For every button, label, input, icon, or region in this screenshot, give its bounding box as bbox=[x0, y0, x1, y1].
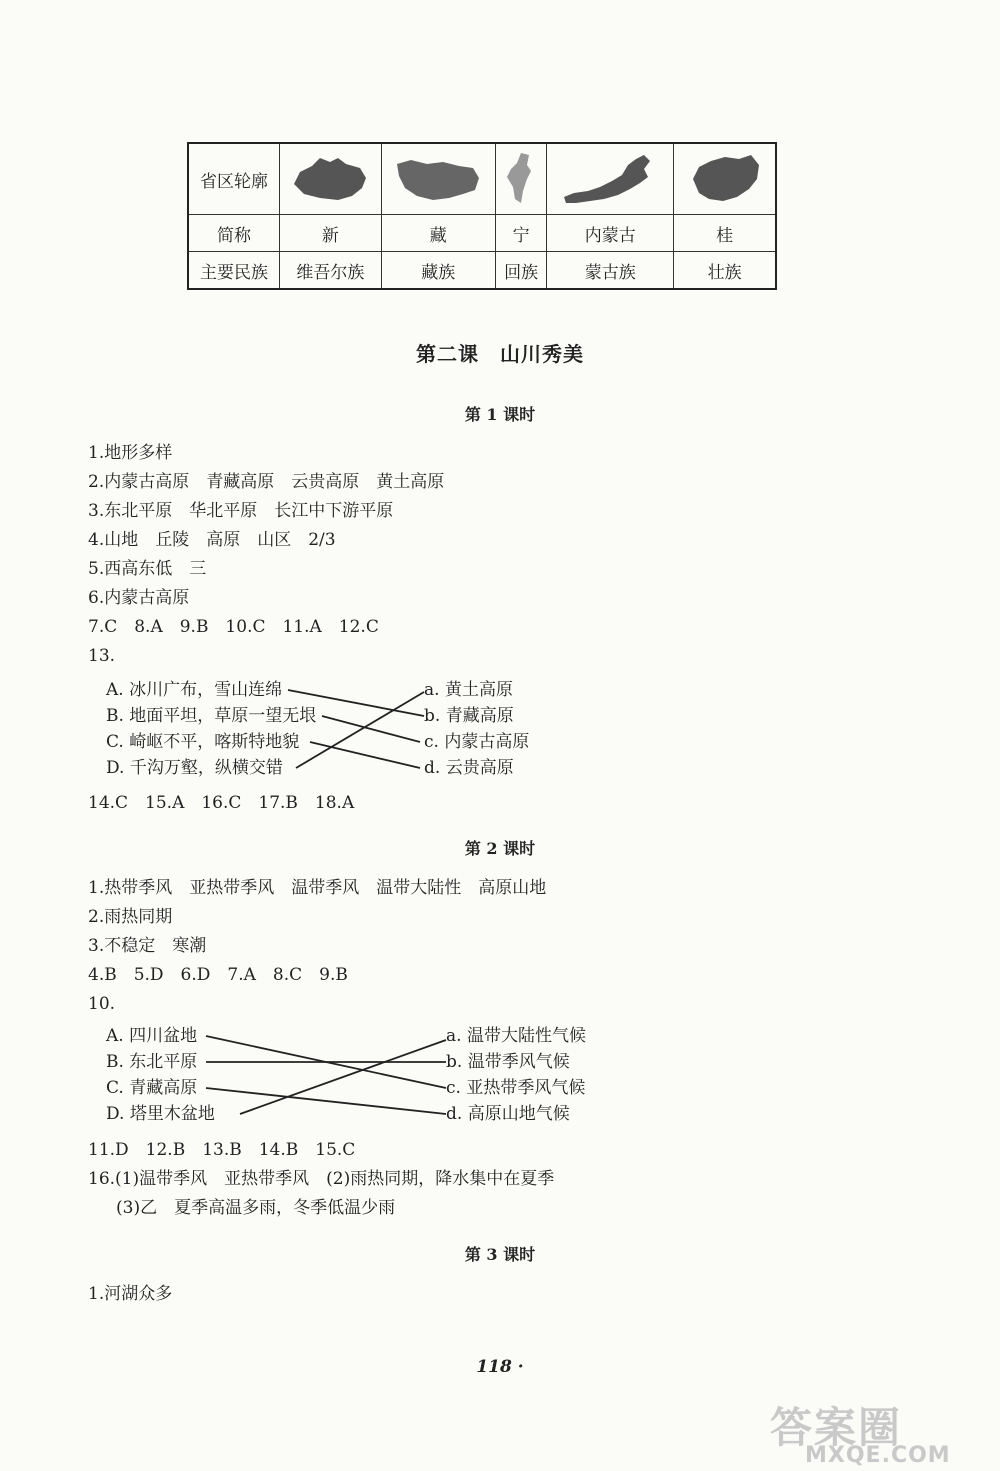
answer-line: 4.山地 丘陵 高原 山区 2/3 bbox=[88, 530, 336, 550]
watermark bbox=[760, 1395, 990, 1471]
answer-line: 1.河湖众多 bbox=[88, 1284, 173, 1304]
match-line bbox=[322, 716, 420, 742]
header-abbr: 简称 bbox=[188, 215, 280, 252]
header-outline: 省区轮廓 bbox=[188, 143, 280, 215]
match-left-item: B. 地面平坦，草原一望无垠 bbox=[106, 706, 317, 726]
answer-line: 16.(1)温带季风 亚热带季风 (2)雨热同期，降水集中在夏季 bbox=[88, 1169, 555, 1189]
answer-line: 4.B 5.D 6.D 7.A 8.C 9.B bbox=[88, 965, 348, 985]
match-left-item: C. 崎岖不平，喀斯特地貌 bbox=[106, 732, 300, 752]
answer-line: 3.东北平原 华北平原 长江中下游平原 bbox=[88, 501, 394, 521]
match-right-item: b. 青藏高原 bbox=[424, 706, 514, 726]
match-left-item: A. 四川盆地 bbox=[106, 1026, 198, 1046]
answer-line: 1.热带季风 亚热带季风 温带季风 温带大陆性 高原山地 bbox=[88, 878, 547, 898]
answer-line: 11.D 12.B 13.B 14.B 15.C bbox=[88, 1140, 356, 1160]
match-line bbox=[288, 690, 424, 716]
abbr-cell: 宁 bbox=[495, 215, 546, 252]
answer-line: 3.不稳定 寒潮 bbox=[88, 936, 207, 956]
match-left-item: D. 千沟万壑，纵横交错 bbox=[106, 758, 283, 778]
period-2-title: 第 2 课时 bbox=[464, 839, 536, 858]
period-3-title: 第 3 课时 bbox=[464, 1245, 536, 1264]
abbr-cell: 内蒙古 bbox=[547, 215, 674, 252]
ethnic-cell: 蒙古族 bbox=[547, 252, 674, 290]
match-right-item: c. 内蒙古高原 bbox=[424, 732, 530, 752]
match-right-item: a. 黄土高原 bbox=[424, 680, 513, 700]
header-ethnic: 主要民族 bbox=[188, 252, 280, 290]
answer-line: (3)乙 夏季高温多雨，冬季低温少雨 bbox=[116, 1198, 396, 1218]
match-left-item: A. 冰川广布，雪山连绵 bbox=[106, 680, 283, 700]
watermark-logo: 答案圈 bbox=[770, 1403, 903, 1452]
period-1-title: 第 1 课时 bbox=[464, 405, 536, 424]
match-left-item: D. 塔里木盆地 bbox=[106, 1104, 215, 1124]
abbr-cell: 新 bbox=[280, 215, 382, 252]
answer-line: 7.C 8.A 9.B 10.C 11.A 12.C bbox=[88, 617, 379, 637]
answer-line: 14.C 15.A 16.C 17.B 18.A bbox=[88, 793, 355, 813]
match-left-item: C. 青藏高原 bbox=[106, 1078, 198, 1098]
page-number: 118 · bbox=[476, 1357, 524, 1377]
ethnic-cell: 藏族 bbox=[381, 252, 495, 290]
answer-line: 2.雨热同期 bbox=[88, 907, 173, 927]
match-right-item: d. 云贵高原 bbox=[424, 758, 514, 778]
match-right-item: a. 温带大陆性气候 bbox=[446, 1026, 586, 1046]
match-line bbox=[310, 742, 420, 768]
lesson-title: 第二课 山川秀美 bbox=[416, 342, 584, 366]
answer-line: 5.西高东低 三 bbox=[88, 559, 207, 579]
match-right-item: b. 温带季风气候 bbox=[446, 1052, 570, 1072]
match-right-item: d. 高原山地气候 bbox=[446, 1104, 570, 1124]
abbr-cell: 藏 bbox=[381, 215, 495, 252]
watermark-url: MXQE.COM bbox=[805, 1443, 951, 1468]
match-right-item: c. 亚热带季风气候 bbox=[446, 1078, 586, 1098]
answer-line: 2.内蒙古高原 青藏高原 云贵高原 黄土高原 bbox=[88, 472, 445, 492]
ethnic-cell: 回族 bbox=[495, 252, 546, 290]
answer-line: 13. bbox=[88, 646, 116, 666]
ethnic-cell: 维吾尔族 bbox=[280, 252, 382, 290]
answer-line: 6.内蒙古高原 bbox=[88, 588, 190, 608]
match-line bbox=[206, 1088, 446, 1114]
match-left-item: B. 东北平原 bbox=[106, 1052, 198, 1072]
abbr-cell: 桂 bbox=[674, 215, 776, 252]
answer-line: 1.地形多样 bbox=[88, 443, 173, 463]
answer-line: 10. bbox=[88, 994, 116, 1014]
ethnic-cell: 壮族 bbox=[674, 252, 776, 290]
